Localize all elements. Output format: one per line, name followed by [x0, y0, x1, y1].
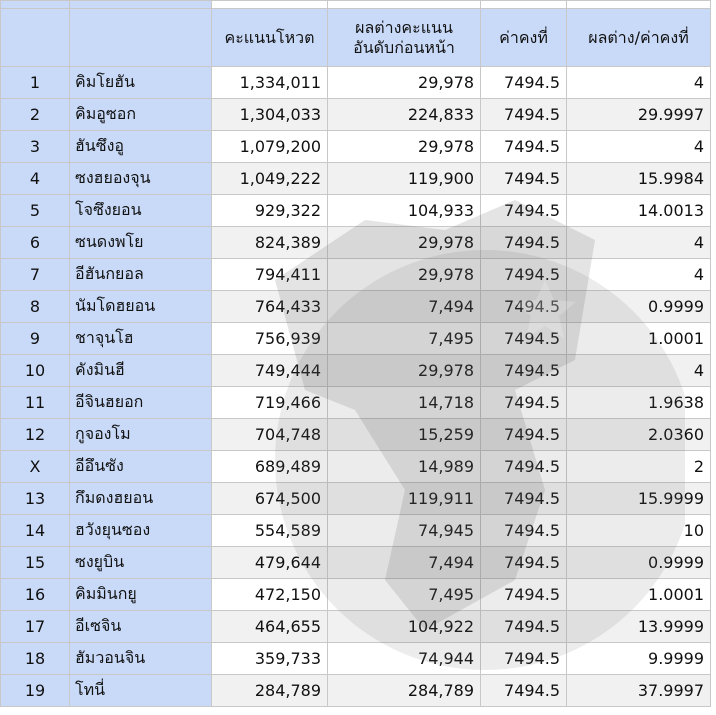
votes-cell[interactable]: 554,589 [212, 515, 328, 547]
table-row [1, 227, 711, 259]
constant-cell[interactable]: 7494.5 [481, 195, 567, 227]
table-row [1, 643, 711, 675]
name-cell[interactable]: คังมินฮี [70, 355, 212, 387]
votes-cell[interactable]: 794,411 [212, 259, 328, 291]
name-cell[interactable]: โทนี่ [70, 675, 212, 707]
ratio-cell[interactable]: 13.9999 [567, 611, 711, 643]
header-cell-name[interactable] [70, 9, 212, 67]
diff-cell[interactable]: 29,978 [328, 355, 481, 387]
constant-cell[interactable]: 7494.5 [481, 387, 567, 419]
constant-cell[interactable]: 7494.5 [481, 643, 567, 675]
constant-cell[interactable]: 7494.5 [481, 483, 567, 515]
ratio-cell[interactable]: 1.0001 [567, 323, 711, 355]
constant-cell[interactable]: 7494.5 [481, 323, 567, 355]
rank-cell[interactable]: 14 [1, 515, 70, 547]
constant-cell[interactable]: 7494.5 [481, 227, 567, 259]
votes-cell[interactable]: 719,466 [212, 387, 328, 419]
name-cell[interactable]: อีเซจิน [70, 611, 212, 643]
votes-cell[interactable]: 472,150 [212, 579, 328, 611]
diff-cell[interactable]: 14,718 [328, 387, 481, 419]
ratio-cell[interactable]: 4 [567, 355, 711, 387]
constant-cell[interactable]: 7494.5 [481, 419, 567, 451]
table-row [1, 195, 711, 227]
diff-cell[interactable]: 119,911 [328, 483, 481, 515]
table-row [1, 675, 711, 707]
table-row [1, 515, 711, 547]
votes-cell[interactable]: 704,748 [212, 419, 328, 451]
diff-cell[interactable]: 104,933 [328, 195, 481, 227]
constant-cell[interactable]: 7494.5 [481, 67, 567, 99]
diff-cell[interactable]: 14,989 [328, 451, 481, 483]
diff-cell[interactable]: 29,978 [328, 131, 481, 163]
diff-cell[interactable]: 7,494 [328, 291, 481, 323]
votes-cell[interactable]: 1,079,200 [212, 131, 328, 163]
constant-cell[interactable]: 7494.5 [481, 131, 567, 163]
constant-cell[interactable]: 7494.5 [481, 291, 567, 323]
table-row [1, 451, 711, 483]
votes-cell[interactable]: 824,389 [212, 227, 328, 259]
rank-cell[interactable]: 19 [1, 675, 70, 707]
constant-cell[interactable]: 7494.5 [481, 163, 567, 195]
ratio-cell[interactable]: 37.9997 [567, 675, 711, 707]
constant-cell[interactable]: 7494.5 [481, 611, 567, 643]
table-row [1, 259, 711, 291]
diff-cell[interactable]: 104,922 [328, 611, 481, 643]
constant-cell[interactable]: 7494.5 [481, 259, 567, 291]
cell[interactable] [481, 1, 567, 9]
votes-cell[interactable]: 1,304,033 [212, 99, 328, 131]
ratio-cell[interactable]: 10 [567, 515, 711, 547]
name-cell[interactable]: ซงฮยองจุน [70, 163, 212, 195]
name-cell[interactable]: กูจองโม [70, 419, 212, 451]
cell[interactable] [567, 1, 711, 9]
rank-cell[interactable]: 13 [1, 483, 70, 515]
constant-cell[interactable]: 7494.5 [481, 675, 567, 707]
table-row [1, 611, 711, 643]
name-cell[interactable]: คิมอูซอก [70, 99, 212, 131]
rank-cell[interactable]: 16 [1, 579, 70, 611]
header-row [1, 9, 711, 67]
ratio-cell[interactable]: 15.9984 [567, 163, 711, 195]
constant-cell[interactable]: 7494.5 [481, 451, 567, 483]
rank-cell[interactable]: 18 [1, 643, 70, 675]
votes-cell[interactable]: 284,789 [212, 675, 328, 707]
name-cell[interactable]: กึมดงฮยอน [70, 483, 212, 515]
header-diff-line1: ผลต่างคะแนน [355, 17, 453, 37]
rank-cell[interactable]: 11 [1, 387, 70, 419]
votes-cell[interactable]: 749,444 [212, 355, 328, 387]
votes-cell[interactable]: 1,049,222 [212, 163, 328, 195]
ratio-cell[interactable]: 4 [567, 259, 711, 291]
ratio-cell[interactable]: 29.9997 [567, 99, 711, 131]
diff-cell[interactable]: 74,945 [328, 515, 481, 547]
name-cell[interactable]: โจซึงยอน [70, 195, 212, 227]
rank-cell[interactable]: 10 [1, 355, 70, 387]
rank-cell[interactable]: 5 [1, 195, 70, 227]
name-cell[interactable]: อีฮันกยอล [70, 259, 212, 291]
constant-cell[interactable]: 7494.5 [481, 99, 567, 131]
rank-cell[interactable]: 9 [1, 323, 70, 355]
name-cell[interactable]: ฮัมวอนจิน [70, 643, 212, 675]
header-ratio[interactable]: ผลต่าง/ค่าคงที่ [567, 9, 711, 67]
votes-cell[interactable]: 764,433 [212, 291, 328, 323]
name-cell[interactable]: ซนดงพโย [70, 227, 212, 259]
ratio-cell[interactable]: 14.0013 [567, 195, 711, 227]
ratio-cell[interactable]: 15.9999 [567, 483, 711, 515]
rank-cell[interactable]: 7 [1, 259, 70, 291]
diff-cell[interactable]: 74,944 [328, 643, 481, 675]
rank-cell[interactable]: 8 [1, 291, 70, 323]
rank-cell[interactable]: 6 [1, 227, 70, 259]
rank-cell[interactable]: 2 [1, 99, 70, 131]
votes-cell[interactable]: 464,655 [212, 611, 328, 643]
table-row [1, 419, 711, 451]
cell[interactable] [70, 1, 212, 9]
votes-cell[interactable]: 674,500 [212, 483, 328, 515]
diff-cell[interactable]: 7,495 [328, 579, 481, 611]
votes-cell[interactable]: 359,733 [212, 643, 328, 675]
votes-cell[interactable]: 1,334,011 [212, 67, 328, 99]
header-constant[interactable]: ค่าคงที่ [481, 9, 567, 67]
table-row [1, 579, 711, 611]
name-cell[interactable]: คิมมินกยู [70, 579, 212, 611]
diff-cell[interactable]: 15,259 [328, 419, 481, 451]
diff-cell[interactable]: 224,833 [328, 99, 481, 131]
rank-cell[interactable]: 3 [1, 131, 70, 163]
diff-cell[interactable]: 7,495 [328, 323, 481, 355]
header-diff[interactable] [328, 9, 481, 67]
table-row [1, 163, 711, 195]
cell[interactable] [328, 1, 481, 9]
name-cell[interactable]: ซงยูบิน [70, 547, 212, 579]
ratio-cell[interactable]: 9.9999 [567, 643, 711, 675]
top-spacer-row [1, 1, 711, 9]
name-cell[interactable]: อีอึนซัง [70, 451, 212, 483]
name-cell[interactable]: ชาจุนโฮ [70, 323, 212, 355]
votes-cell[interactable]: 756,939 [212, 323, 328, 355]
name-cell[interactable]: นัมโดฮยอน [70, 291, 212, 323]
diff-cell[interactable]: 284,789 [328, 675, 481, 707]
table-row [1, 99, 711, 131]
table-row [1, 355, 711, 387]
cell[interactable] [1, 1, 70, 9]
constant-cell[interactable]: 7494.5 [481, 547, 567, 579]
constant-cell[interactable]: 7494.5 [481, 579, 567, 611]
votes-cell[interactable]: 929,322 [212, 195, 328, 227]
ratio-cell[interactable]: 2 [567, 451, 711, 483]
ratio-cell[interactable]: 4 [567, 227, 711, 259]
table-row [1, 547, 711, 579]
diff-cell[interactable]: 29,978 [328, 259, 481, 291]
name-cell[interactable]: อีจินฮยอก [70, 387, 212, 419]
rank-cell[interactable]: 15 [1, 547, 70, 579]
ratio-cell[interactable]: 4 [567, 67, 711, 99]
table-row [1, 387, 711, 419]
rank-cell[interactable]: X [1, 451, 70, 483]
votes-cell[interactable]: 479,644 [212, 547, 328, 579]
header-cell-rank[interactable] [1, 9, 70, 67]
header-votes[interactable]: คะแนนโหวต [212, 9, 328, 67]
constant-cell[interactable]: 7494.5 [481, 515, 567, 547]
header-diff-line2: อันดับก่อนหน้า [353, 37, 455, 57]
diff-cell[interactable]: 7,494 [328, 547, 481, 579]
table-row [1, 323, 711, 355]
name-cell[interactable]: คิมโยฮัน [70, 67, 212, 99]
diff-cell[interactable]: 119,900 [328, 163, 481, 195]
ratio-cell[interactable]: 1.9638 [567, 387, 711, 419]
name-cell[interactable]: ฮวังยุนซอง [70, 515, 212, 547]
rank-cell[interactable]: 17 [1, 611, 70, 643]
votes-cell[interactable]: 689,489 [212, 451, 328, 483]
diff-cell[interactable]: 29,978 [328, 67, 481, 99]
ratio-cell[interactable]: 4 [567, 131, 711, 163]
rank-cell[interactable]: 12 [1, 419, 70, 451]
table-row [1, 291, 711, 323]
diff-cell[interactable]: 29,978 [328, 227, 481, 259]
rank-cell[interactable]: 4 [1, 163, 70, 195]
name-cell[interactable]: ฮันซึงอู [70, 131, 212, 163]
cell[interactable] [212, 1, 328, 9]
table-row [1, 131, 711, 163]
rank-cell[interactable]: 1 [1, 67, 70, 99]
ratio-cell[interactable]: 0.9999 [567, 547, 711, 579]
table-row [1, 483, 711, 515]
constant-cell[interactable]: 7494.5 [481, 355, 567, 387]
ratio-cell[interactable]: 2.0360 [567, 419, 711, 451]
ratio-cell[interactable]: 1.0001 [567, 579, 711, 611]
ratio-cell[interactable]: 0.9999 [567, 291, 711, 323]
table-row [1, 67, 711, 99]
